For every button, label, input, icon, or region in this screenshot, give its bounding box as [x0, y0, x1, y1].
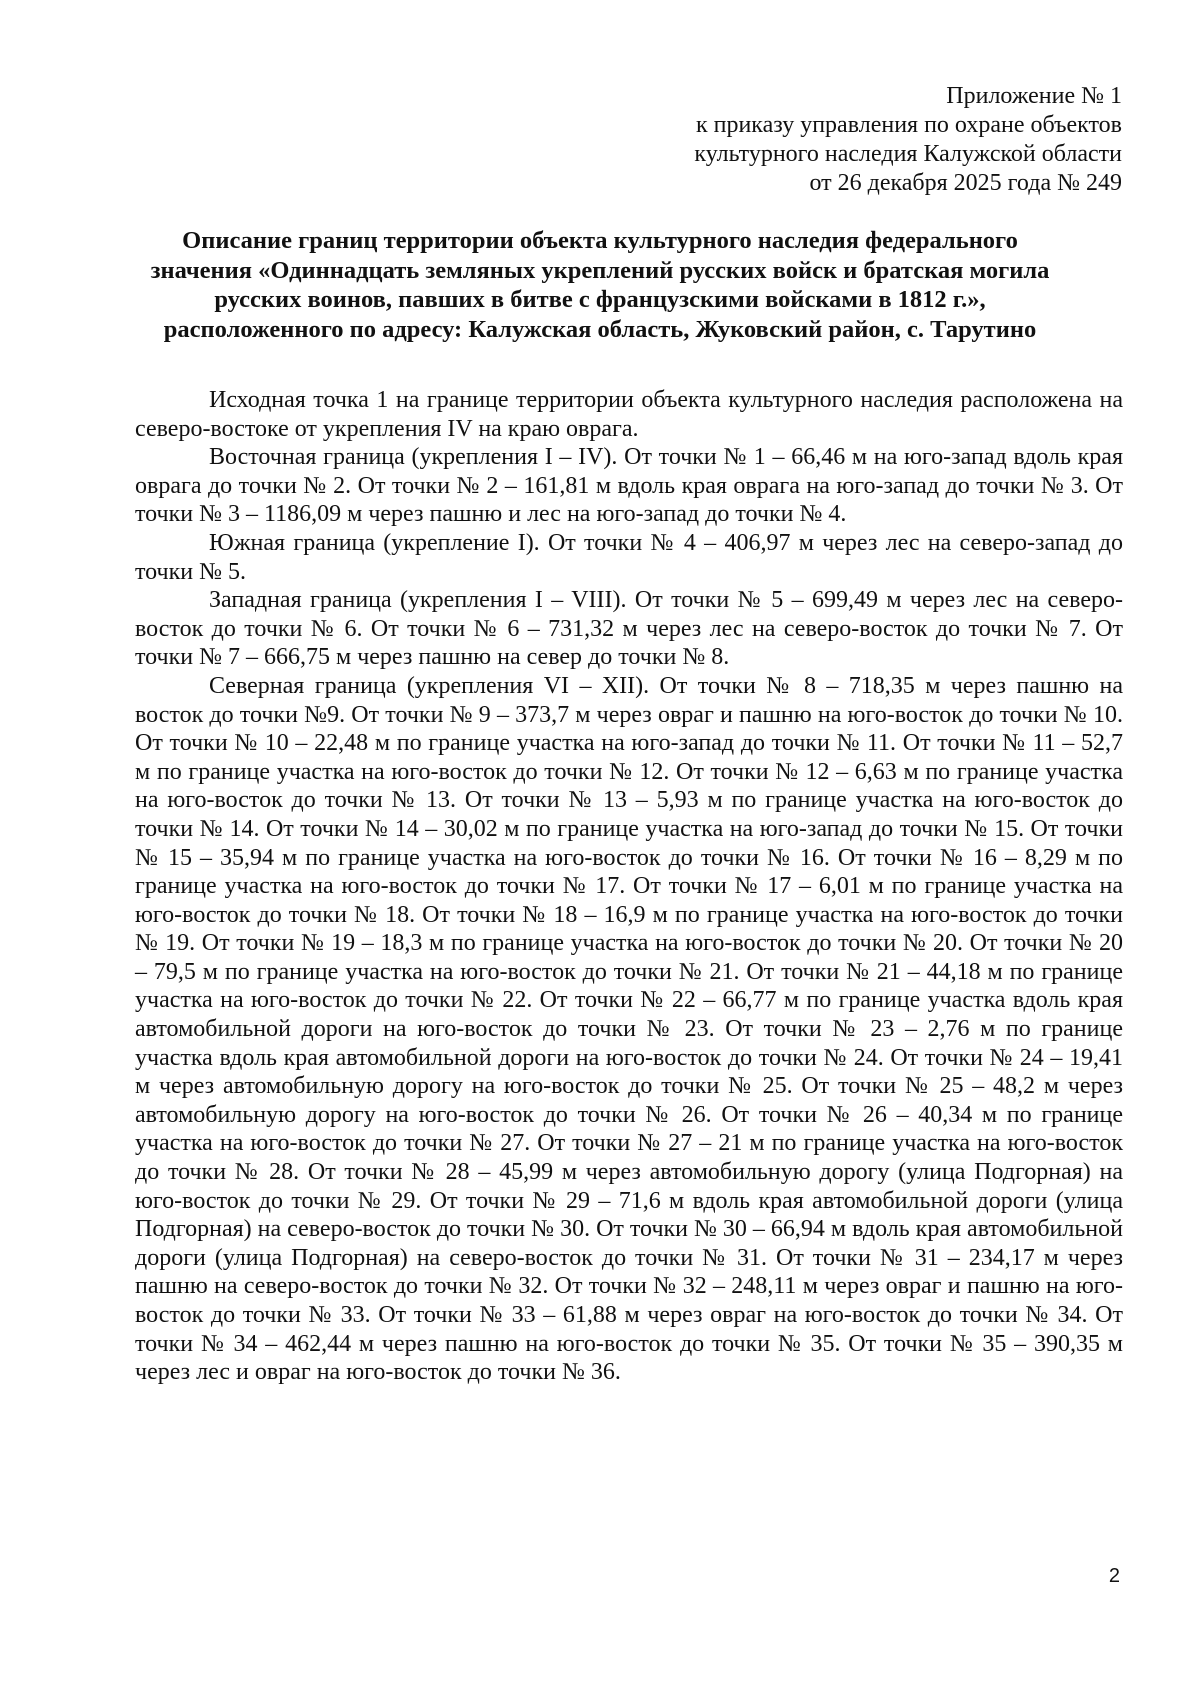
- paragraph-eastern-boundary: Восточная граница (укрепления I – IV). От точки № 1 – 66,46 м на юго-запад вдоль края оврага до точки № 2. От точки № 2 – 161,81 м вдоль края оврага на юго-запад до точки № 3. От точки № 3 – 1186,09 м через пашню и лес на юго-запад до точки № 4.: [135, 444, 1123, 528]
- paragraph-northern-boundary: Северная граница (укрепления VI – XII). От точки № 8 – 718,35 м через пашню на восток до точки №9. От точки № 9 – 373,7 м через овраг и пашню на юго-восток до точки № 10. От точки № 10 – 22,48 м по границе участка на юго-запад до точки № 11. От точки № 11 – 52,7 м по границе участка на юго-восток до точки № 12. От точки № 12 – 6,63 м по границе участка на юго-восток до точки № 13. От точки № 13 – 5,93 м по границе участка на юго-восток до точки № 14. От точки № 14 – 30,02 м по границе участка на юго-запад до точки № 15. От точки № 15 – 35,94 м по границе участка на юго-восток до точки № 16. От точки № 16 – 8,29 м по границе участка на юго-восток до точки № 17. От точки № 17 – 6,01 м по границе участка на юго-восток до точки № 18. От точки № 18 – 16,9 м по границе участка на юго-восток до точки № 19. От точки № 19 – 18,3 м по границе участка на юго-восток до точки № 20. От точки № 20 – 79,5 м по границе участка на юго-восток до точки № 21. От точки № 21 – 44,18 м по границе участка на юго-восток до точки № 22. От точки № 22 – 66,77 м по границе участка вдоль края автомобильной дороги на юго-восток до точки № 23. От точки № 23 – 2,76 м по границе участка вдоль края автомобильной дороги на юго-восток до точки № 24. От точки № 24 – 19,41 м через автомобильную дорогу на юго-восток до точки № 25. От точки № 25 – 48,2 м через автомобильную дорогу на юго-восток до точки № 26. От точки № 26 – 40,34 м по границе участка на юго-восток до точки № 27. От точки № 27 – 21 м по границе участка на юго-восток до точки № 28. От точки № 28 – 45,99 м через автомобильную дорогу (улица Подгорная) на юго-восток до точки № 29. От точки № 29 – 71,6 м вдоль края автомобильной дороги (улица Подгорная) на северо-восток до точки № 30. От точки № 30 – 66,94 м вдоль края автомобильной дороги (улица Подгорная) на северо-восток до точки № 31. От точки № 31 – 234,17 м через пашню на северо-восток до точки № 32. От точки № 32 – 248,11 м через овраг и пашню на юго-восток до точки № 33. От точки № 33 – 61,88 м через овраг на юго-восток до точки № 34. От точки № 34 – 462,44 м через пашню на юго-восток до точки № 35. От точки № 35 – 390,35 м через лес и овраг на юго-восток до точки № 36.: [135, 672, 1123, 1386]
- appendix-header: [694, 82, 1122, 198]
- appendix-line: от 26 декабря 2025 года № 249: [809, 170, 1122, 196]
- boundary-description: [135, 386, 1123, 1387]
- appendix-line: к приказу управления по охране объектов: [695, 112, 1122, 138]
- document-title: [100, 226, 1100, 344]
- paragraph-origin-point: Исходная точка 1 на границе территории объекта культурного наследия расположена на северо-востоке от укрепления IV на краю оврага.: [135, 387, 1123, 442]
- appendix-line: Приложение № 1: [946, 83, 1122, 109]
- title-line: Описание границ территории объекта культурного наследия федерального: [182, 227, 1018, 254]
- title-line: русских воинов, павших в битве с французскими войсками в 1812 г.»,: [214, 286, 986, 313]
- paragraph-southern-boundary: Южная граница (укрепление I). От точки № 4 – 406,97 м через лес на северо-запад до точки № 5.: [135, 529, 1123, 585]
- appendix-line: культурного наследия Калужской области: [694, 141, 1122, 167]
- title-line: расположенного по адресу: Калужская область, Жуковский район, с. Тарутино: [163, 315, 1037, 343]
- title-line: значения «Одиннадцать земляных укреплений русских войск и братская могила: [150, 256, 1050, 284]
- page-number: 2: [1108, 1565, 1120, 1587]
- paragraph-western-boundary: Западная граница (укрепления I – VIII). От точки № 5 – 699,49 м через лес на северо-восток до точки № 6. От точки № 6 – 731,32 м через лес на северо-восток до точки № 7. От точки № 7 – 666,75 м через пашню на север до точки № 8.: [135, 587, 1123, 671]
